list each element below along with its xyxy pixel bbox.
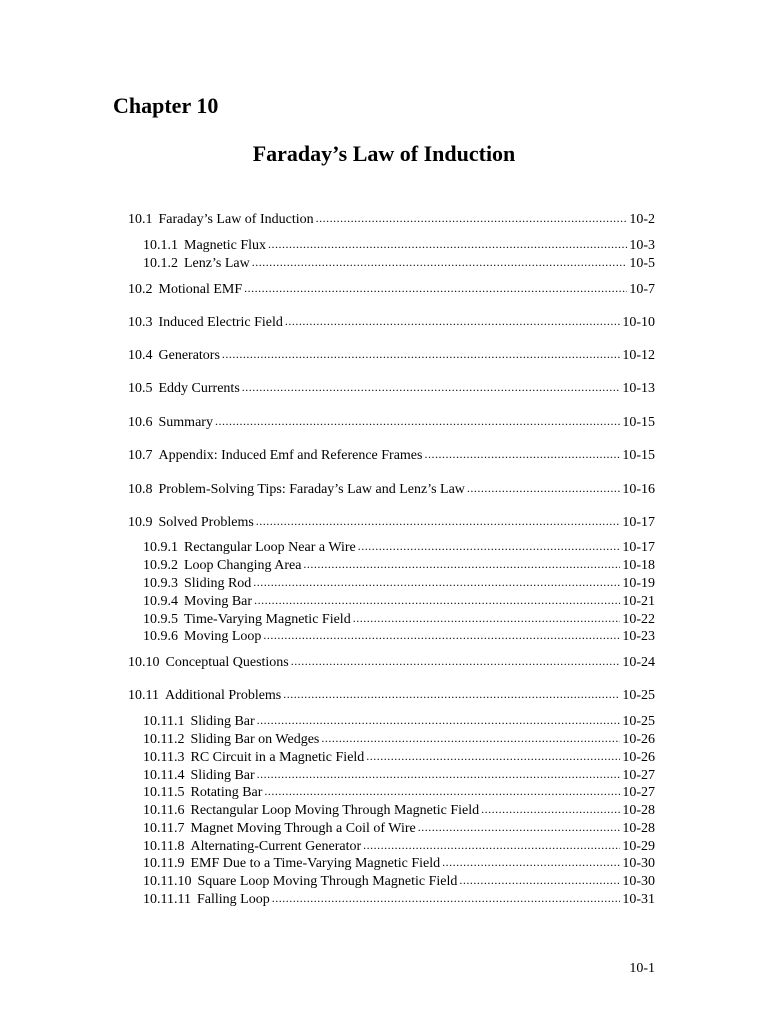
toc-entry-page: 10-17 [622, 515, 655, 530]
toc-entry-number: 10.2 [128, 282, 153, 297]
toc-entry [143, 255, 655, 272]
toc-entry-page: 10-31 [622, 892, 655, 907]
toc-entry [143, 575, 655, 592]
toc-entry [143, 628, 655, 645]
toc-entry [143, 784, 655, 801]
toc-entry-number: 10.8 [128, 482, 153, 497]
dot-leader [264, 783, 620, 800]
toc-entry-page: 10-13 [622, 381, 655, 396]
dot-leader [244, 280, 627, 297]
dot-leader [363, 837, 620, 854]
toc-entry [143, 820, 655, 837]
toc-entry-number: 10.11.11 [143, 892, 191, 907]
toc-entry-page: 10-5 [629, 256, 655, 271]
toc-entry-page: 10-25 [622, 688, 655, 703]
toc-entry [128, 414, 655, 431]
toc-entry-title: Additional Problems [164, 688, 282, 703]
toc-entry-title: Magnet Moving Through a Coil of Wire [190, 821, 416, 836]
dot-leader [242, 379, 621, 396]
toc-entry-page: 10-27 [622, 768, 655, 783]
chapter-label: Chapter 10 [113, 93, 219, 118]
toc-entry-number: 10.6 [128, 415, 153, 430]
toc-entry-title: Falling Loop [196, 892, 270, 907]
toc-entry-title: Loop Changing Area [184, 558, 302, 573]
dot-leader [256, 513, 621, 530]
toc-entry-title: Moving Bar [184, 594, 253, 609]
dot-leader [481, 801, 620, 818]
toc-entry-number: 10.11 [128, 688, 159, 703]
dot-leader [442, 854, 620, 871]
toc-entry-page: 10-15 [622, 448, 655, 463]
dot-leader [358, 538, 621, 555]
toc-entry-title: Magnetic Flux [184, 238, 267, 253]
toc-entry-title: Sliding Bar on Wedges [190, 732, 320, 747]
chapter-title: Faraday’s Law of Induction [252, 141, 516, 166]
toc-entry-page: 10-10 [622, 315, 655, 330]
toc-entry-page: 10-3 [629, 238, 655, 253]
toc-entry-page: 10-12 [622, 348, 655, 363]
dot-leader [285, 313, 620, 330]
toc-entry [128, 314, 655, 331]
toc-entry [143, 749, 655, 766]
toc-entry-title: Motional EMF [158, 282, 243, 297]
toc-entry [143, 557, 655, 574]
toc-entry-title: Rectangular Loop Moving Through Magnetic Field [190, 803, 480, 818]
toc-entry-page: 10-26 [622, 750, 655, 765]
toc-entry [143, 873, 655, 890]
toc-entry-title: Time-Varying Magnetic Field [184, 612, 351, 627]
toc-entry-number: 10.1.2 [143, 256, 178, 271]
toc-entry [128, 654, 655, 671]
toc-entry-number: 10.5 [128, 381, 153, 396]
toc-entry-page: 10-2 [629, 212, 655, 227]
toc-entry [143, 237, 655, 254]
toc-entry [143, 855, 655, 872]
toc-entry-page: 10-24 [622, 655, 655, 670]
toc-entry-title: Appendix: Induced Emf and Reference Frames [158, 448, 423, 463]
toc-entry-page: 10-18 [622, 558, 655, 573]
toc-entry-title: Sliding Rod [184, 576, 252, 591]
toc-entry [143, 713, 655, 730]
toc-entry-number: 10.11.4 [143, 768, 185, 783]
toc-entry-number: 10.9.1 [143, 540, 178, 555]
toc-entry [128, 687, 655, 704]
dot-leader [291, 653, 621, 670]
toc-entry-number: 10.11.5 [143, 785, 185, 800]
dot-leader [418, 819, 621, 836]
dot-leader [321, 730, 620, 747]
toc-entry-number: 10.11.2 [143, 732, 185, 747]
toc-entry-number: 10.9.2 [143, 558, 178, 573]
toc-entry-title: Sliding Bar [190, 714, 255, 729]
toc-entry-title: Solved Problems [158, 515, 254, 530]
dot-leader [467, 480, 620, 497]
toc-entry-number: 10.9.3 [143, 576, 178, 591]
toc-entry [143, 731, 655, 748]
toc-entry-title: Alternating-Current Generator [190, 839, 362, 854]
toc-entry [128, 380, 655, 397]
toc-entry [143, 838, 655, 855]
toc-entry-page: 10-21 [622, 594, 655, 609]
toc-entry-number: 10.11.7 [143, 821, 185, 836]
toc-entry-page: 10-30 [622, 856, 655, 871]
toc-entry [128, 514, 655, 531]
toc-entry-title: Problem-Solving Tips: Faraday’s Law and Lenz’s Law [158, 482, 465, 497]
dot-leader [252, 254, 628, 271]
dot-leader [283, 686, 620, 703]
toc-entry-page: 10-15 [622, 415, 655, 430]
toc-entry-page: 10-22 [622, 612, 655, 627]
toc-entry-number: 10.9.6 [143, 629, 178, 644]
toc-entry-number: 10.11.9 [143, 856, 185, 871]
toc-entry-page: 10-23 [622, 629, 655, 644]
toc-entry [128, 211, 655, 228]
toc-entry [143, 767, 655, 784]
toc-entry-number: 10.11.3 [143, 750, 185, 765]
toc-entry-number: 10.11.1 [143, 714, 185, 729]
dot-leader [263, 627, 620, 644]
toc-entry-page: 10-27 [622, 785, 655, 800]
toc-entry-title: Lenz’s Law [184, 256, 250, 271]
toc-entry-number: 10.1.1 [143, 238, 178, 253]
dot-leader [424, 446, 620, 463]
toc-entry-title: Generators [158, 348, 220, 363]
dot-leader [253, 574, 620, 591]
toc-entry-page: 10-26 [622, 732, 655, 747]
toc-entry [128, 447, 655, 464]
toc-entry-number: 10.9.4 [143, 594, 178, 609]
dot-leader [303, 556, 620, 573]
dot-leader [316, 210, 628, 227]
toc-entry [128, 347, 655, 364]
toc-entry-page: 10-7 [629, 282, 655, 297]
toc-entry-title: Sliding Bar [190, 768, 255, 783]
toc-entry-title: Eddy Currents [158, 381, 240, 396]
toc-entry-page: 10-30 [622, 874, 655, 889]
dot-leader [222, 346, 620, 363]
dot-leader [268, 236, 627, 253]
toc-entry-number: 10.11.8 [143, 839, 185, 854]
toc-entry-title: Faraday’s Law of Induction [158, 212, 314, 227]
dot-leader [257, 766, 621, 783]
toc-entry-page: 10-25 [622, 714, 655, 729]
toc-entry [143, 891, 655, 908]
toc-entry-title: Conceptual Questions [165, 655, 289, 670]
toc-entry-number: 10.9 [128, 515, 153, 530]
page-number: 10-1 [629, 961, 655, 976]
toc-entry-number: 10.9.5 [143, 612, 178, 627]
toc-entry-title: Rectangular Loop Near a Wire [184, 540, 356, 555]
toc-entry-title: Rotating Bar [190, 785, 263, 800]
dot-leader [459, 872, 620, 889]
toc-entry-title: Moving Loop [184, 629, 262, 644]
dot-leader [254, 592, 620, 609]
toc-entry-page: 10-19 [622, 576, 655, 591]
toc-entry [143, 593, 655, 610]
toc-entry-number: 10.7 [128, 448, 153, 463]
toc-entry [143, 802, 655, 819]
toc-entry-number: 10.4 [128, 348, 153, 363]
dot-leader [366, 748, 620, 765]
toc-entry-number: 10.1 [128, 212, 153, 227]
toc-entry-title: Summary [158, 415, 213, 430]
toc-entry-title: EMF Due to a Time-Varying Magnetic Field [190, 856, 441, 871]
dot-leader [257, 712, 621, 729]
toc-entry-number: 10.10 [128, 655, 160, 670]
toc-entry-page: 10-28 [622, 803, 655, 818]
toc-entry-page: 10-16 [622, 482, 655, 497]
toc-entry-page: 10-29 [622, 839, 655, 854]
toc-entry-number: 10.11.6 [143, 803, 185, 818]
toc-entry-title: Induced Electric Field [158, 315, 283, 330]
toc-entry-number: 10.3 [128, 315, 153, 330]
toc-entry [128, 481, 655, 498]
toc-entry [143, 539, 655, 556]
dot-leader [215, 413, 620, 430]
toc-entry-title: Square Loop Moving Through Magnetic Field [197, 874, 458, 889]
toc-entry-number: 10.11.10 [143, 874, 192, 889]
toc-entry-page: 10-28 [622, 821, 655, 836]
toc-entry [128, 281, 655, 298]
toc-entry-title: RC Circuit in a Magnetic Field [190, 750, 365, 765]
toc-entry-page: 10-17 [622, 540, 655, 555]
dot-leader [353, 610, 621, 627]
dot-leader [272, 890, 621, 907]
toc-entry [143, 611, 655, 628]
